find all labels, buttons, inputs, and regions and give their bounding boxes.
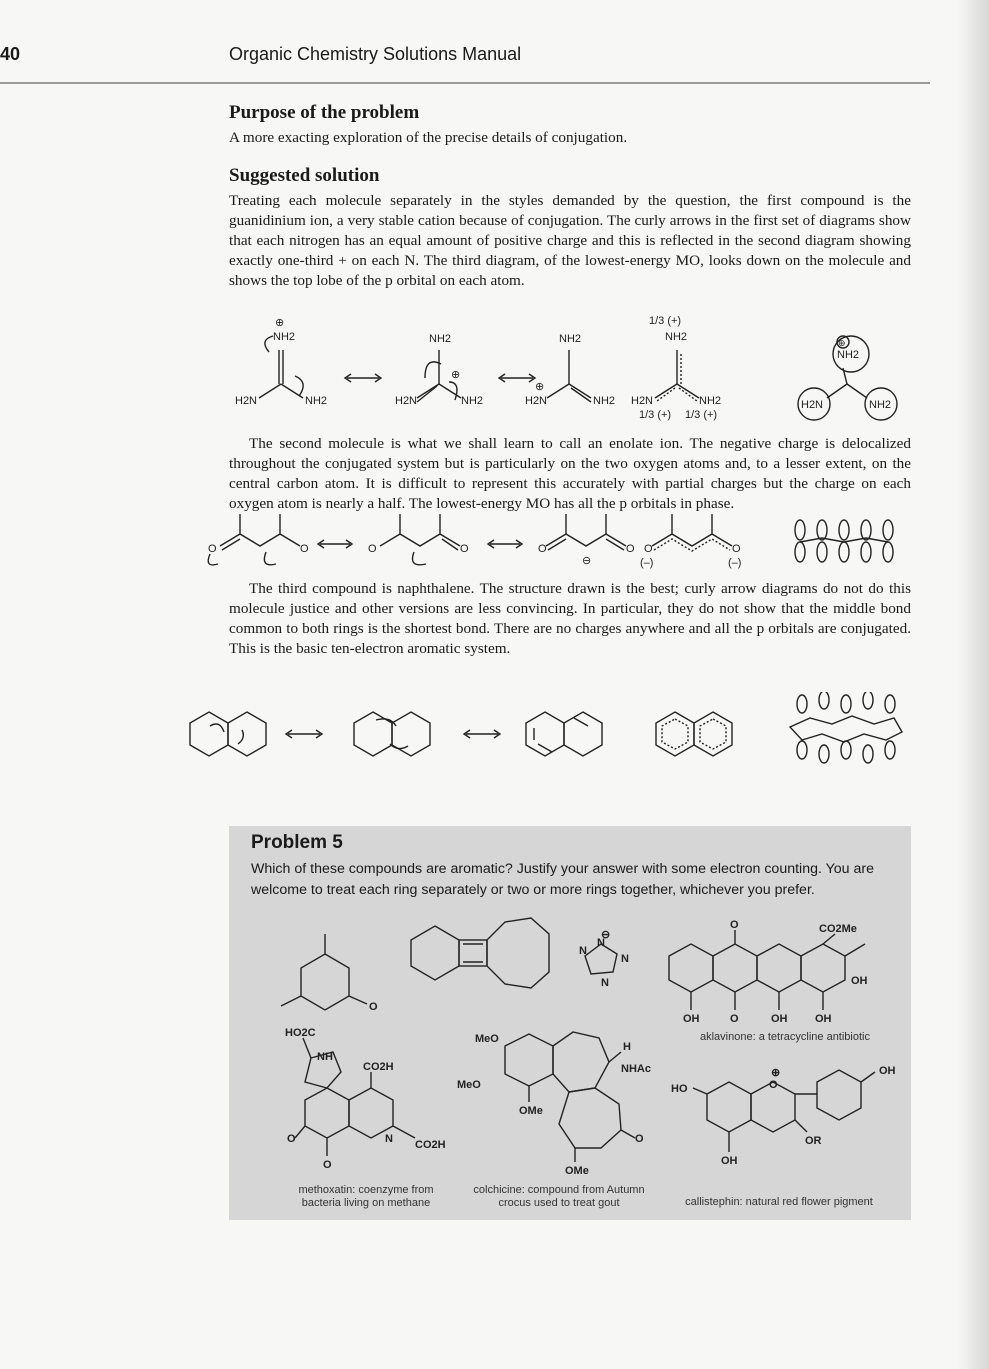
- label-nh2-mo: NH2: [837, 349, 860, 361]
- solution-heading: Suggested solution: [229, 165, 380, 186]
- caption-callistephin: callistephin: natural red flower pigment: [685, 1196, 873, 1208]
- tetrazole-n-2: N: [579, 945, 587, 957]
- enolate-o-4b: O: [732, 543, 741, 555]
- methoxatin-o-2: O: [323, 1159, 332, 1171]
- label-h2n-4: H2N: [631, 395, 654, 407]
- caption-colchicine: colchicine: compound from Autumn crocus used to treat gout: [473, 1184, 645, 1209]
- solution-p3-block: [229, 579, 911, 659]
- purpose-heading: Purpose of the problem: [229, 102, 420, 123]
- methoxatin-co2h-2: CO2H: [415, 1139, 446, 1151]
- aklavinone-oh-1: OH: [683, 1013, 700, 1025]
- aklavinone-oh-3: OH: [815, 1013, 832, 1025]
- enolate-minus: ⊖: [582, 555, 592, 567]
- callistephin-oh-2: OH: [721, 1155, 738, 1167]
- aklavinone-oh-side: OH: [851, 975, 868, 987]
- aklavinone-co2me: CO2Me: [819, 923, 857, 935]
- page-number: 40: [0, 44, 21, 64]
- methoxatin-co2h-1: CO2H: [363, 1061, 394, 1073]
- callistephin-or: OR: [805, 1135, 822, 1147]
- enolate-o-2a: O: [368, 543, 377, 555]
- tetrazole-n-1: N: [597, 937, 605, 949]
- enolate-o-3a: O: [538, 543, 547, 555]
- enolate-o-2b: O: [460, 543, 469, 555]
- label-nh2-3b: NH2: [593, 395, 616, 407]
- label-h2n-1: H2N: [235, 395, 258, 407]
- callistephin-oh-1: OH: [879, 1065, 896, 1077]
- label-nh2-4: NH2: [665, 331, 688, 343]
- methoxatin-o-1: O: [287, 1133, 296, 1145]
- caption-aklavinone: aklavinone: a tetracycline antibiotic: [700, 1031, 870, 1043]
- label-nh2-3: NH2: [559, 333, 582, 345]
- header-rule: [0, 82, 930, 84]
- plus-charge-1: ⊕: [275, 317, 285, 329]
- purpose-text: A more exacting exploration of the precise details of conjugation.: [229, 129, 628, 146]
- aklavinone-o-top: O: [730, 919, 739, 931]
- third-charge-top: 1/3 (+): [649, 315, 682, 327]
- tetrazole-n-4: N: [601, 977, 609, 989]
- plus-charge-mo: ⊕: [838, 338, 846, 348]
- solution-section: [229, 165, 911, 291]
- label-nh2-1b: NH2: [305, 395, 328, 407]
- callistephin-ho: HO: [671, 1083, 688, 1095]
- naphthalene-diagram: [180, 692, 910, 774]
- colchicine-ome-2: OMe: [565, 1165, 589, 1177]
- guanidinium-diagram: [229, 312, 911, 424]
- callistephin-plus: ⊕: [771, 1067, 781, 1079]
- methoxatin-nh: NH: [317, 1051, 333, 1063]
- colchicine-ome-1: OMe: [519, 1105, 543, 1117]
- label-nh2-1: NH2: [273, 331, 296, 343]
- page-spine-shadow: [957, 0, 989, 1369]
- solution-p2-block: [229, 434, 911, 514]
- label-nh2-mo-b: NH2: [869, 399, 892, 411]
- enolate-partial-a: (–): [640, 557, 654, 569]
- aklavinone-o-bottom: O: [730, 1013, 739, 1025]
- label-nh2-4b: NH2: [699, 395, 722, 407]
- tetrazole-minus: ⊖: [601, 929, 611, 941]
- aklavinone-oh-2: OH: [771, 1013, 788, 1025]
- solution-paragraph-2: The second molecule is what we shall learn to call an enolate ion. The negative charge is delocalized throughout the conjugated system but is particularly on the two oxygen atoms and, to a lesser extent, on the central carbon atom. It is difficult to represent this accurately with partial charges but the charge on each oxygen atom is nearly a half. The lowest-energy MO has all the p orbitals in phase.: [229, 435, 911, 512]
- enolate-o-4a: O: [644, 543, 653, 555]
- plus-charge-2: ⊕: [451, 369, 461, 381]
- problem-5-text: Which of these compounds are aromatic? Justify your answer with some electron counting. You are welcome to treat each ring separately or two or more rings together, whichever you prefer.: [251, 861, 874, 898]
- problem-5-box: [229, 826, 911, 1220]
- colchicine-meo-1: MeO: [475, 1033, 499, 1045]
- plus-charge-3: ⊕: [535, 381, 545, 393]
- label-nh2-2: NH2: [429, 333, 452, 345]
- colchicine-o: O: [635, 1133, 644, 1145]
- problem-5-heading: Problem 5: [251, 832, 343, 853]
- enolate-o-1a: O: [208, 543, 217, 555]
- enolate-diagram: [200, 508, 920, 580]
- callistephin-o: O: [769, 1079, 778, 1091]
- enolate-partial-b: (–): [728, 557, 742, 569]
- enolate-o-1b: O: [300, 543, 309, 555]
- label-h2n-2: H2N: [395, 395, 418, 407]
- label-h2n-3: H2N: [525, 395, 548, 407]
- solution-paragraph-1: Treating each molecule separately in the styles demanded by the question, the first compound is the guanidinium ion, a very stable cation because of conjugation. The curly arrows in the first set of diagrams show that each nitrogen has an equal amount of positive charge and this is reflected in the second diagram showing exactly one-third + on each N. The third diagram, of the lowest-energy MO, looks down on the molecule and shows the top lobe of the p orbital on each atom.: [229, 192, 911, 289]
- purpose-section: [229, 102, 911, 148]
- label-nh2-2b: NH2: [461, 395, 484, 407]
- third-charge-right: 1/3 (+): [685, 409, 718, 421]
- methoxatin-n: N: [385, 1133, 393, 1145]
- colchicine-meo-2: MeO: [457, 1079, 481, 1091]
- enolate-o-3b: O: [626, 543, 635, 555]
- tetrazole-n-3: N: [621, 953, 629, 965]
- third-charge-left: 1/3 (+): [639, 409, 672, 421]
- label-h2n-mo: H2N: [801, 399, 824, 411]
- caption-methoxatin: methoxatin: coenzyme from bacteria living on methane: [298, 1184, 434, 1209]
- solution-paragraph-3: The third compound is naphthalene. The structure drawn is the best; curly arrow diagrams do not do this molecule justice and other versions are less convincing. In particular, they do not show that the middle bond common to both rings is the shortest bond. There are no charges anywhere and all the p orbitals are conjugated. This is the basic ten-electron aromatic system.: [229, 580, 911, 657]
- methoxatin-ho2c: HO2C: [285, 1027, 316, 1039]
- colchicine-nhac: NHAc: [621, 1063, 651, 1075]
- pyranone-o-ring: O: [369, 1001, 378, 1013]
- running-head: Organic Chemistry Solutions Manual: [229, 44, 522, 64]
- problem-5-structures: [229, 826, 911, 1220]
- colchicine-h: H: [623, 1041, 631, 1053]
